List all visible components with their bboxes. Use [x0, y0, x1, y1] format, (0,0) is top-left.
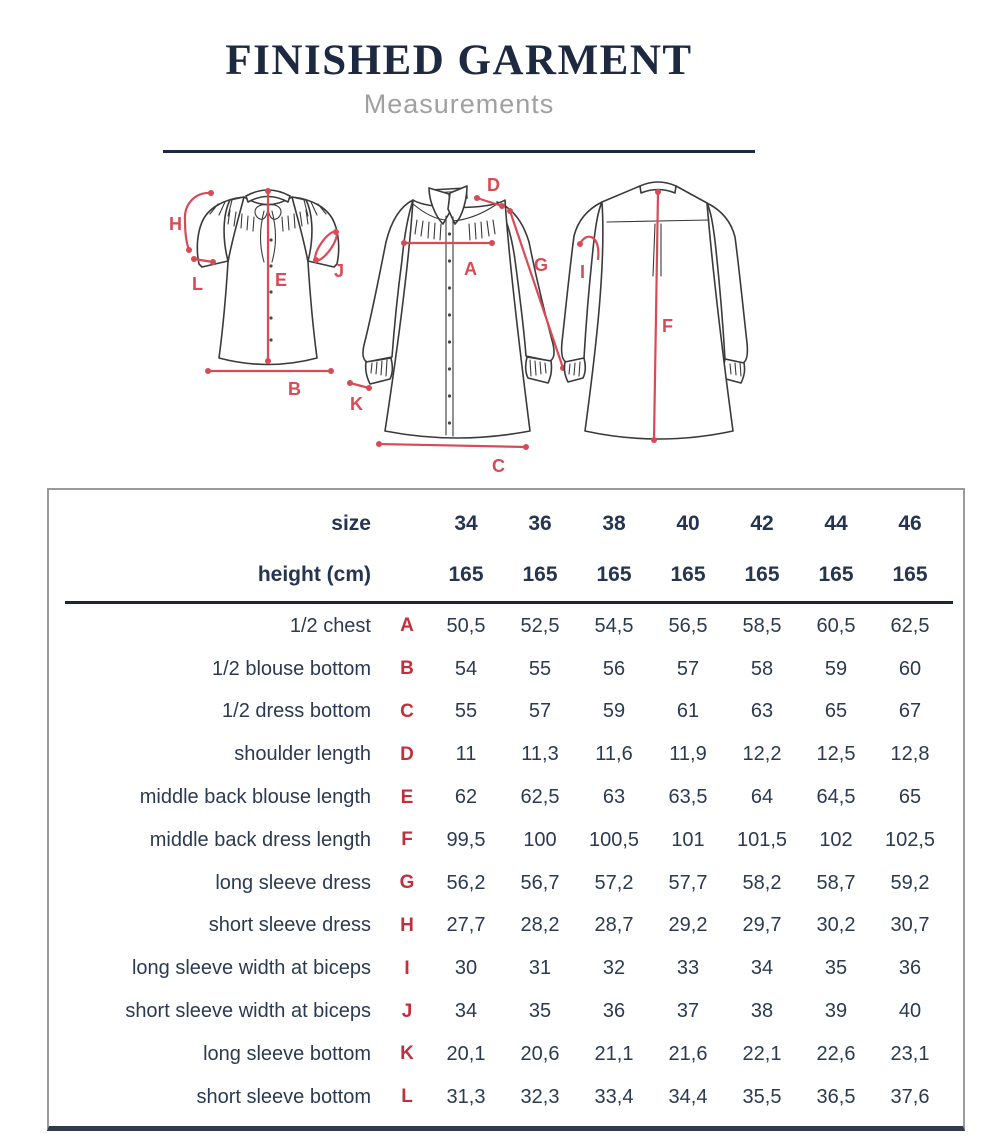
measurement-letter: I: [404, 957, 410, 979]
spacer-cell: [947, 648, 963, 691]
spacer-cell: [947, 990, 963, 1033]
marker-label-j: J: [334, 261, 345, 281]
measurement-letter: F: [401, 829, 413, 851]
dress-back-diagram: [560, 174, 772, 459]
measurement-label: short sleeve dress: [208, 914, 371, 937]
measurement-letter: E: [400, 786, 414, 808]
marker-label-l: L: [192, 274, 203, 294]
measurement-value: 63: [750, 700, 774, 723]
measurement-row: [49, 947, 963, 990]
measurement-row: [49, 605, 963, 648]
measurement-value: 33: [676, 957, 700, 980]
measurement-value: 30,7: [890, 914, 930, 937]
measurement-value: 60: [898, 657, 922, 680]
measurement-value: 58: [750, 657, 774, 680]
measure-B: [205, 368, 334, 399]
marker-label-b: B: [288, 379, 301, 399]
measurement-value: 54,5: [594, 614, 634, 637]
size-header-row: [49, 498, 963, 549]
measurement-value: 57: [676, 657, 700, 680]
measurement-value: 54: [454, 657, 478, 680]
size-table-head: [49, 498, 963, 600]
dress-front-diagram: [345, 172, 575, 478]
measurement-value: 11: [455, 743, 477, 766]
measurement-value: 21,6: [668, 1042, 708, 1065]
height-header-label: height (cm): [257, 562, 371, 586]
height-value: 165: [596, 562, 632, 586]
measurement-value: 60,5: [816, 614, 856, 637]
height-header-row: [49, 549, 963, 600]
measurement-value: 28,7: [594, 914, 634, 937]
measurement-letter: L: [401, 1086, 413, 1108]
measurement-value: 100,5: [588, 828, 640, 851]
measurement-value: 34,4: [668, 1085, 708, 1108]
measurement-value: 55: [454, 700, 478, 723]
measurement-value: 58,2: [742, 871, 782, 894]
size-table-container: [47, 488, 965, 1131]
measurement-label: long sleeve width at biceps: [131, 957, 371, 980]
size-table-body: [49, 600, 963, 1119]
measurement-row: [49, 1033, 963, 1076]
spacer-cell: [947, 1076, 963, 1119]
measurement-letter: C: [400, 700, 414, 722]
measurement-value: 12,5: [816, 743, 856, 766]
measurement-value: 57,7: [668, 871, 708, 894]
measurement-value: 57: [528, 700, 552, 723]
measurement-value: 52,5: [520, 614, 560, 637]
measurement-value: 64: [750, 786, 774, 809]
size-col-header: 40: [676, 511, 700, 535]
spacer-cell: [947, 1033, 963, 1076]
dress-left-cuff: [366, 358, 393, 384]
measurement-label: short sleeve width at biceps: [125, 1000, 371, 1023]
measurement-letter: G: [399, 872, 415, 894]
spacer-cell: [947, 862, 963, 905]
measure-D: [474, 175, 505, 209]
measurement-label: long sleeve dress: [215, 871, 371, 894]
marker-label-c: C: [492, 456, 505, 476]
page-title: FINISHED GARMENT: [225, 37, 693, 84]
measurement-letter: B: [400, 658, 414, 680]
measurement-label: shoulder length: [234, 743, 371, 766]
measurement-value: 23,1: [890, 1042, 930, 1065]
spacer-cell: [947, 819, 963, 862]
height-value: 165: [744, 562, 780, 586]
measurement-value: 55: [528, 657, 552, 680]
measure-K: [347, 380, 372, 414]
dress-right-cuff: [526, 357, 552, 383]
measurement-row: [49, 990, 963, 1033]
measurement-value: 29,2: [668, 914, 708, 937]
marker-label-d: D: [487, 175, 500, 195]
measurement-value: 63: [602, 786, 626, 809]
marker-label-e: E: [275, 270, 288, 290]
measurement-value: 21,1: [594, 1042, 634, 1065]
measurement-value: 56,5: [668, 614, 708, 637]
measurement-value: 36: [602, 1000, 626, 1023]
measurement-value: 62,5: [890, 614, 930, 637]
measurement-value: 101: [671, 828, 705, 851]
spacer-cell: [947, 776, 963, 819]
measurement-row: [49, 776, 963, 819]
measurement-value: 56: [602, 657, 626, 680]
measurement-value: 102,5: [884, 828, 936, 851]
page-subtitle: Measurements: [363, 89, 555, 119]
measurement-value: 59,2: [890, 871, 930, 894]
size-table: [49, 498, 963, 1119]
measurement-value: 99,5: [446, 828, 486, 851]
measurement-value: 62: [454, 786, 478, 809]
measurement-value: 31: [528, 957, 552, 980]
size-col-header: 36: [528, 511, 552, 535]
measurement-value: 12,2: [742, 743, 782, 766]
spacer-cell: [947, 605, 963, 648]
header-separator-line: [65, 601, 953, 604]
measurement-value: 30: [454, 957, 478, 980]
measurement-value: 35: [824, 957, 848, 980]
measurement-value: 22,6: [816, 1042, 856, 1065]
measurement-label: middle back dress length: [149, 828, 371, 851]
measurement-value: 58,5: [742, 614, 782, 637]
letter-column-spacer: [385, 498, 429, 549]
size-col-header: 46: [898, 511, 922, 535]
measurement-value: 20,1: [446, 1042, 486, 1065]
measurement-value: 39: [824, 1000, 848, 1023]
measurement-value: 67: [898, 700, 922, 723]
measurement-value: 40: [898, 1000, 922, 1023]
measurement-label: long sleeve bottom: [203, 1042, 371, 1065]
size-col-header: 38: [602, 511, 626, 535]
measurement-value: 59: [824, 657, 848, 680]
height-value: 165: [448, 562, 484, 586]
measurement-value: 29,7: [742, 914, 782, 937]
title-divider: [163, 150, 755, 153]
measurement-letter: H: [400, 914, 414, 936]
measurement-value: 38: [750, 1000, 774, 1023]
measurement-value: 100: [523, 828, 557, 851]
measurement-value: 35: [528, 1000, 552, 1023]
measurement-label: short sleeve bottom: [196, 1085, 371, 1108]
height-value: 165: [670, 562, 706, 586]
measurement-value: 11,6: [595, 743, 633, 766]
measurement-value: 63,5: [668, 786, 708, 809]
spacer-cell: [947, 691, 963, 734]
marker-label-h: H: [169, 214, 182, 234]
marker-label-g: G: [534, 255, 549, 275]
measurement-value: 102: [819, 828, 853, 851]
measurement-value: 59: [602, 700, 626, 723]
measurement-value: 31,3: [446, 1085, 486, 1108]
spacer-cell: [947, 549, 963, 600]
measurement-row: [49, 862, 963, 905]
size-col-header: 34: [454, 511, 478, 535]
measurement-value: 22,1: [742, 1042, 782, 1065]
measurement-value: 30,2: [816, 914, 856, 937]
measurement-value: 11,9: [669, 743, 707, 766]
size-col-header: 44: [824, 511, 848, 535]
measurement-value: 65: [898, 786, 922, 809]
measurement-value: 62,5: [520, 786, 560, 809]
height-value: 165: [818, 562, 854, 586]
measurement-value: 27,7: [446, 914, 486, 937]
measurement-value: 58,7: [816, 871, 856, 894]
measurement-value: 65: [824, 700, 848, 723]
measurement-letter: J: [401, 1000, 413, 1022]
measurement-value: 11,3: [521, 743, 559, 766]
measurement-row: [49, 733, 963, 776]
measurement-label: 1/2 dress bottom: [222, 700, 371, 723]
size-header-label: size: [331, 511, 371, 535]
size-col-header: 42: [750, 511, 774, 535]
measurement-row: [49, 648, 963, 691]
measurement-row: [49, 905, 963, 948]
measurement-value: 37: [676, 1000, 700, 1023]
height-value: 165: [892, 562, 928, 586]
height-value: 165: [522, 562, 558, 586]
spacer-cell: [947, 947, 963, 990]
spacer-cell: [947, 905, 963, 948]
measurement-value: 34: [750, 957, 774, 980]
spacer-cell: [947, 733, 963, 776]
measurement-label: 1/2 blouse bottom: [212, 657, 371, 680]
measurement-letter: K: [400, 1043, 414, 1065]
letter-column-spacer: [385, 549, 429, 600]
measurement-value: 32: [602, 957, 626, 980]
measurement-value: 20,6: [520, 1042, 560, 1065]
measurement-row: [49, 691, 963, 734]
measurement-value: 32,3: [520, 1085, 560, 1108]
measurement-value: 56,2: [446, 871, 486, 894]
measure-C: [376, 441, 529, 476]
measurement-value: 56,7: [520, 871, 560, 894]
marker-label-a: A: [464, 259, 477, 279]
measurement-value: 37,6: [890, 1085, 930, 1108]
measurement-letter: A: [400, 615, 414, 637]
marker-label-f: F: [662, 316, 673, 336]
measurement-value: 57,2: [594, 871, 634, 894]
measurement-value: 35,5: [742, 1085, 782, 1108]
measurement-value: 101,5: [736, 828, 788, 851]
blouse-front-diagram: [168, 178, 368, 398]
back-body: [585, 186, 733, 439]
marker-label-k: K: [350, 394, 363, 414]
measurement-letter: D: [400, 743, 414, 765]
measurement-value: 33,4: [594, 1085, 634, 1108]
measurement-value: 36: [898, 957, 922, 980]
dress-body: [385, 200, 530, 438]
marker-label-i: I: [580, 262, 586, 282]
measurement-value: 36,5: [816, 1085, 856, 1108]
measurement-value: 28,2: [520, 914, 560, 937]
measurement-row: [49, 819, 963, 862]
measurement-value: 50,5: [446, 614, 486, 637]
measurement-row: [49, 1076, 963, 1119]
measurement-value: 34: [454, 1000, 478, 1023]
measurement-value: 61: [676, 700, 700, 723]
spacer-cell: [947, 498, 963, 549]
measurement-value: 64,5: [816, 786, 856, 809]
measurement-label: 1/2 chest: [289, 614, 371, 637]
measurement-label: middle back blouse length: [139, 786, 371, 809]
measurement-value: 12,8: [890, 743, 930, 766]
dress-front-outline: [363, 186, 554, 438]
